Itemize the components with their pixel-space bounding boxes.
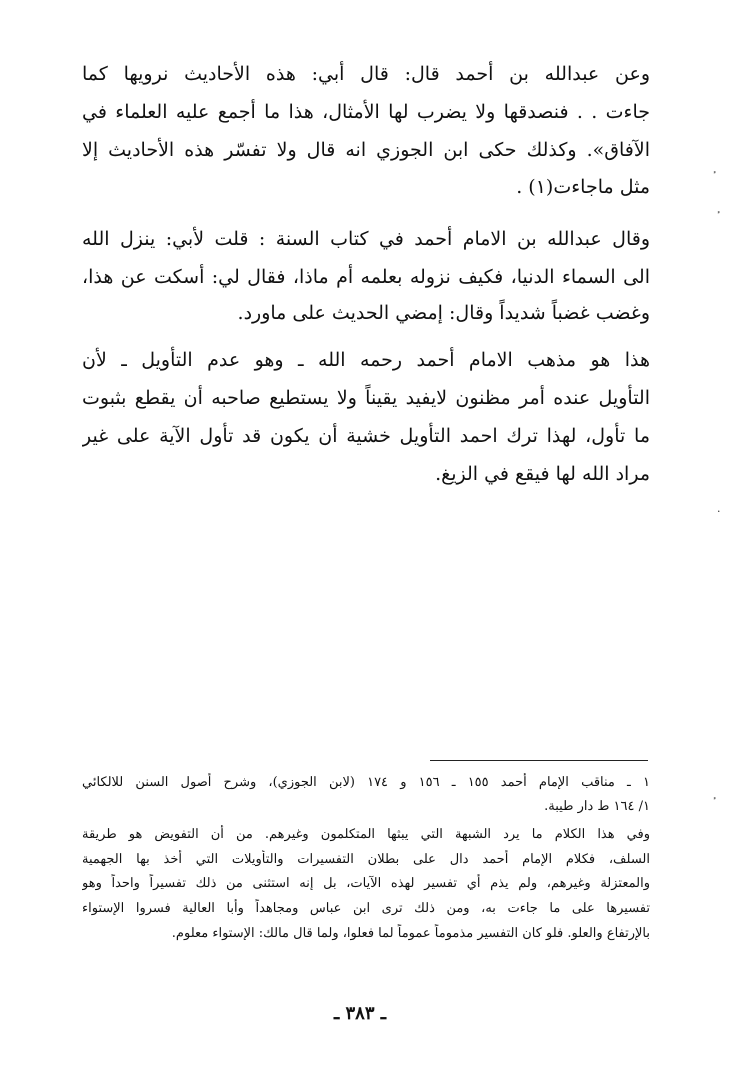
body-line: ما تأول، لهذا ترك احمد التأويل خشية أن يكون قد تأول الآية على غير xyxy=(82,425,650,447)
body-line: جاءت . . فنصدقها ولا يضرب لها الأمثال، هذا ما أجمع عليه العلماء في xyxy=(82,101,650,123)
body-line: مراد الله لها فيقع في الزيغ. xyxy=(435,463,650,485)
footnote-line: بالإرتفاع والعلو. فلو كان التفسير مذموماً عموماً لما فعلوا، ولما قال مالك: الإستواء معلوم. xyxy=(171,926,650,941)
body-line: وعن عبدالله بن أحمد قال: قال أبي: هذه الأحاديث نرويها كما xyxy=(82,63,650,85)
body-line: وقال عبدالله بن الامام أحمد في كتاب السنة : قلت لأبي: ينزل الله xyxy=(82,228,650,250)
footnote-line: السلف، فكلام الإمام أحمد دال على بطلان التفسيرات والتأويلات التي أخذ بها الجهمية xyxy=(82,852,650,867)
body-line: مثل ماجاءت(١) . xyxy=(516,176,650,198)
footnote-line: ١ ـ مناقب الإمام أحمد ١٥٥ ـ ١٥٦ و ١٧٤ (لابن الجوزي)، وشرح أصول السنن للالكائي xyxy=(82,775,650,790)
body-line: وغضب غضباً شديداً وقال: إمضي الحديث على ماورد. xyxy=(237,302,650,324)
footnote-line: والمعتزلة وغيرهم، ولم يذم أي تفسير لهذه الآيات، بل إنه استثنى من ذلك تفسيراً واحداً وهو xyxy=(82,876,650,891)
footnote-line: تفسيرها على ما جاءت به، ومن ذلك ترى ابن عباس ومجاهداً وأبا العالية فسروا الإستواء xyxy=(82,901,650,916)
footnote-divider xyxy=(430,760,648,761)
body-line: هذا هو مذهب الامام أحمد رحمه الله ـ وهو عدم التأويل ـ لأن xyxy=(82,349,650,371)
body-line: الآفاق». وكذلك حكى ابن الجوزي انه قال ولا تفسّر هذه الأحاديث إلا xyxy=(82,139,650,161)
page-number: ـ ٣٨٣ ـ xyxy=(333,1003,387,1024)
footnote-line: ١/ ١٦٤ ط دار طيبة. xyxy=(544,799,650,814)
footnote-line: وفي هذا الكلام ما يرد الشبهة التي يبثها المتكلمون وغيرهم. من أن التفويض هو طريقة xyxy=(82,827,650,842)
body-line: الى السماء الدنيا، فكيف نزوله بعلمه أم ماذا، فقال لي: أسكت عن هذا، xyxy=(82,266,650,288)
scan-speck-icon: · xyxy=(717,505,721,518)
body-line: التأويل عنده أمر مظنون لايفيد يقيناً ولا يستطيع صاحبه أن يقطع بثبوت xyxy=(82,387,650,409)
